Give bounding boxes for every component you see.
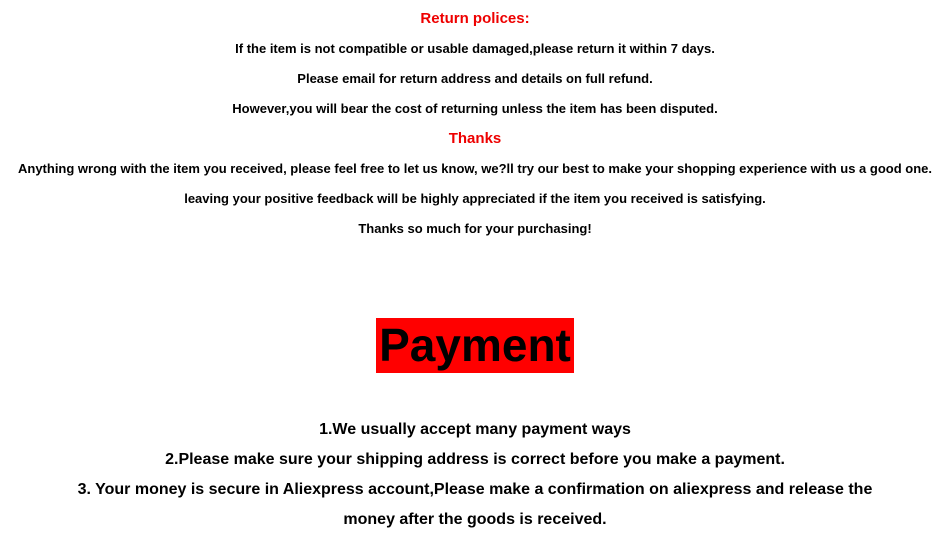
thanks-note-line-2: leaving your positive feedback will be highly appreciated if the item you received is satisfying. [184,191,766,206]
return-policy-line-2: Please email for return address and details on full refund. [297,71,653,86]
payment-note-line-1: 1.We usually accept many payment ways [319,421,631,438]
payment-note-line-4: money after the goods is received. [343,511,607,528]
payment-note-line-2: 2.Please make sure your shipping address is correct before you make a payment. [165,451,785,468]
return-policy-line-3: However,you will bear the cost of returning unless the item has been disputed. [232,101,718,116]
return-policy-section [0,0,950,244]
payment-title-row [0,318,950,373]
thanks-note-line-3: Thanks so much for your purchasing! [358,221,592,236]
payment-info-section [0,415,950,535]
return-policy-line-1: If the item is not compatible or usable damaged,please return it within 7 days. [235,41,715,56]
payment-heading: Payment [376,318,574,373]
return-policy-heading: Return polices: [420,10,530,27]
thanks-heading: Thanks [448,130,502,147]
payment-note-line-3: 3. Your money is secure in Aliexpress account,Please make a confirmation on aliexpress and release the [77,481,873,498]
thanks-note-line-1: Anything wrong with the item you received, please feel free to let us know, we?ll try our best to make your shopping experience with us a good one. [17,161,933,176]
